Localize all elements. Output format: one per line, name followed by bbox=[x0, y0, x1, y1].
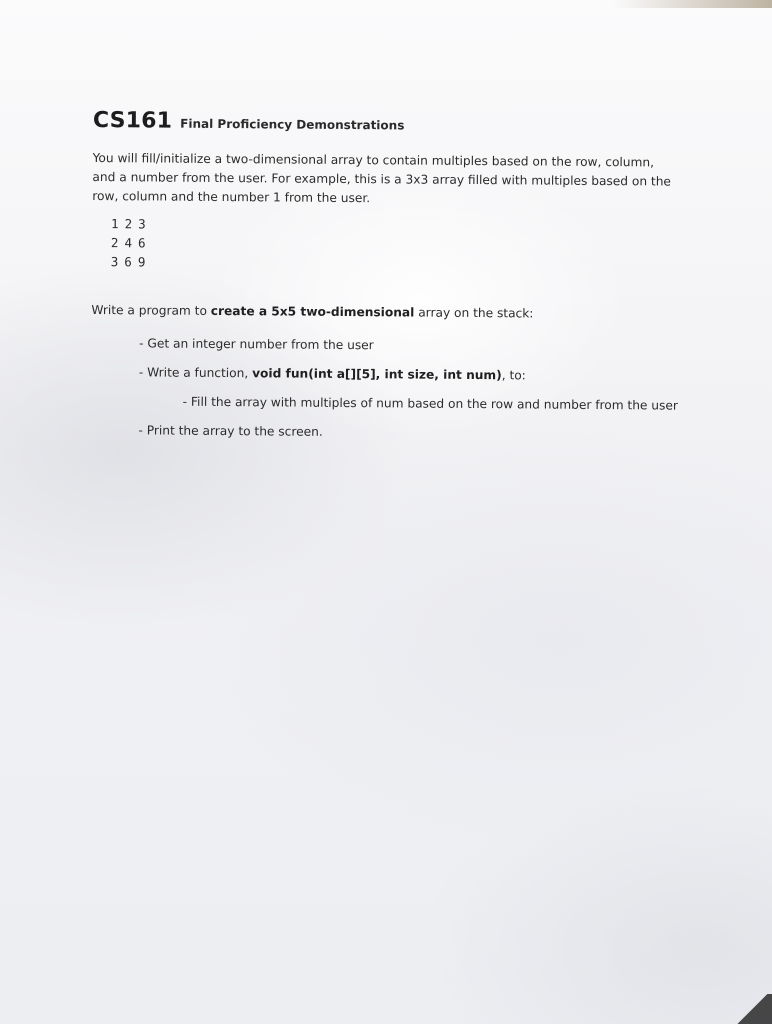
title-subtitle: Final Proficiency Demonstrations bbox=[180, 116, 405, 133]
document-content bbox=[90, 108, 693, 455]
matrix-cell: 6 bbox=[124, 254, 132, 270]
example-matrix bbox=[111, 214, 692, 276]
matrix-cell: 4 bbox=[124, 235, 133, 251]
task-lead-tail: array on the stack: bbox=[414, 305, 534, 321]
matrix-row bbox=[111, 252, 692, 276]
matrix-cell: 3 bbox=[110, 254, 119, 270]
step-write-prefix: - Write a function, bbox=[138, 365, 253, 381]
step-fill-array: - Fill the array with multiples of num based on the row and number from the user bbox=[182, 394, 678, 413]
task-lead-bold: create a 5x5 two-dimensional bbox=[210, 303, 415, 320]
matrix-cell: 9 bbox=[137, 254, 146, 270]
step-write-function bbox=[139, 363, 691, 386]
task-lead bbox=[91, 301, 691, 325]
matrix-cell: 3 bbox=[138, 216, 146, 232]
step-get-number: - Get an integer number from the user bbox=[139, 336, 374, 353]
step-print-array: - Print the array to the screen. bbox=[138, 423, 323, 439]
step-write-suffix: , to: bbox=[501, 368, 526, 383]
function-signature: void fun(int a[][5], int size, int num) bbox=[252, 366, 502, 383]
course-code: CS161 bbox=[92, 108, 173, 134]
matrix-cell: 2 bbox=[110, 235, 119, 251]
task-lead-text: Write a program to bbox=[91, 302, 211, 318]
matrix-cell: 6 bbox=[137, 235, 146, 251]
paper-corner-fold bbox=[732, 994, 772, 1024]
matrix-cell: 1 bbox=[111, 216, 119, 232]
paper-edge-shadow bbox=[612, 0, 772, 8]
matrix-cell: 2 bbox=[124, 216, 133, 232]
intro-paragraph: You will fill/initialize a two-dimensional array to contain multiples based on the row, column, and a number from the user. For example, this is a 3x3 array filled with multiples based on the row, column and the number 1 from the user. bbox=[92, 150, 672, 206]
document-title bbox=[93, 108, 693, 138]
